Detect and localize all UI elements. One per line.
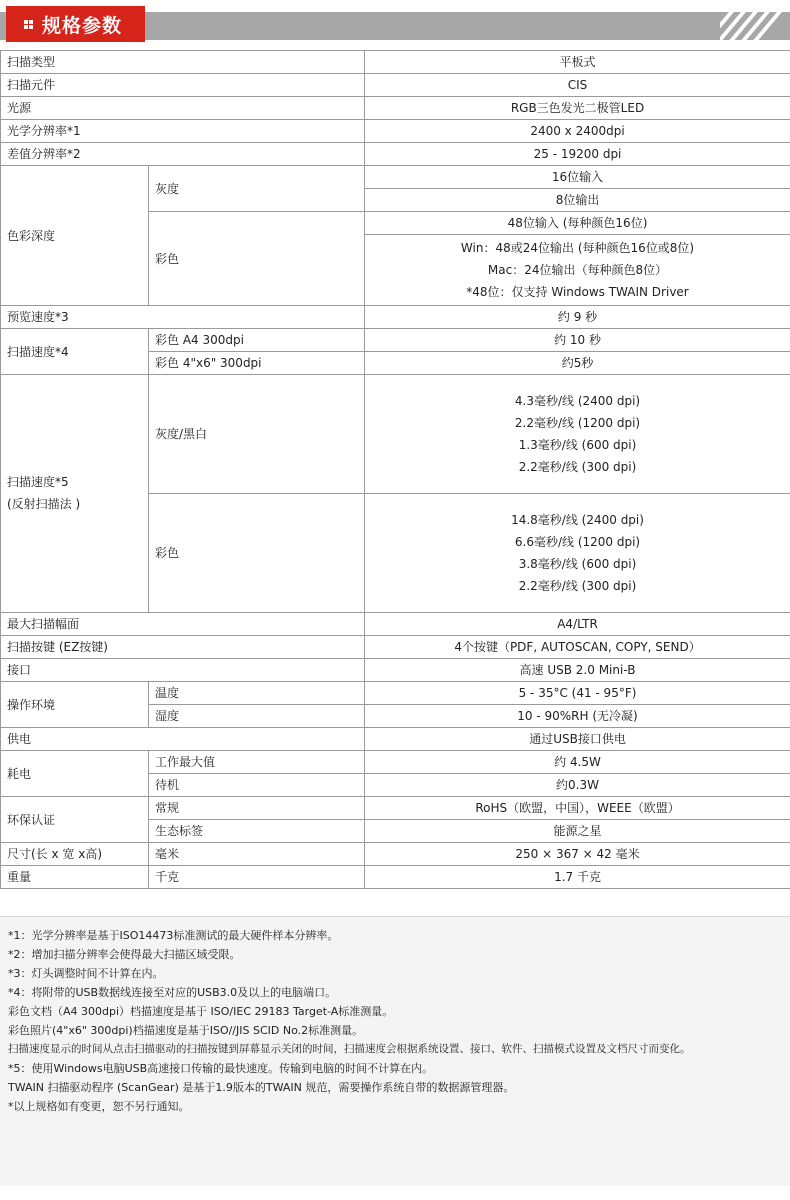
spec-sublabel: 生态标签 bbox=[149, 820, 365, 843]
table-row bbox=[1, 751, 790, 774]
spec-value: 平板式 bbox=[365, 51, 790, 74]
spec-sublabel: 彩色 4"x6" 300dpi bbox=[149, 352, 365, 375]
table-row bbox=[1, 120, 790, 143]
spec-value-line: 4.3毫秒/线 (2400 dpi) bbox=[514, 394, 641, 408]
footnote: TWAIN 扫描驱动程序 (ScanGear) 是基于1.9版本的TWAIN 规范，需要操作系统自带的数据源管理器。 bbox=[8, 1081, 515, 1094]
spec-value-line: 14.8毫秒/线 (2400 dpi) bbox=[511, 513, 644, 527]
spec-label: 操作环境 bbox=[1, 682, 149, 728]
spec-value: 8位输出 bbox=[365, 189, 790, 212]
table-row bbox=[1, 636, 790, 659]
spec-label: 扫描速度*4 bbox=[1, 329, 149, 375]
spec-value: 10 - 90%RH (无冷凝) bbox=[365, 705, 790, 728]
spec-label: 接口 bbox=[1, 659, 365, 682]
spec-value: 1.7 千克 bbox=[365, 866, 790, 889]
spec-sublabel: 湿度 bbox=[149, 705, 365, 728]
spec-value-multiline bbox=[365, 375, 790, 494]
footnote: *5：使用Windows电脑USB高速接口传输的最快速度。传输到电脑的时间不计算在内。 bbox=[8, 1062, 434, 1075]
spec-value: A4/LTR bbox=[365, 613, 790, 636]
spec-value: 2400 x 2400dpi bbox=[365, 120, 790, 143]
table-row bbox=[1, 375, 790, 494]
spec-sublabel: 千克 bbox=[149, 866, 365, 889]
spec-sublabel: 毫米 bbox=[149, 843, 365, 866]
footnote: *3：灯头调整时间不计算在内。 bbox=[8, 967, 164, 980]
spec-label: 供电 bbox=[1, 728, 365, 751]
spec-label: 尺寸(长 x 宽 x高) bbox=[1, 843, 149, 866]
spec-value-multiline bbox=[365, 494, 790, 613]
spec-sublabel: 彩色 bbox=[149, 494, 365, 613]
table-row bbox=[1, 659, 790, 682]
spec-value: RGB三色发光二极管LED bbox=[365, 97, 790, 120]
footnote: 扫描速度显示的时间从点击扫描驱动的扫描按键到屏幕显示关闭的时间，扫描速度会根据系统设置、接口、软件、扫描模式设置及文档尺寸而变化。 bbox=[8, 1043, 691, 1055]
spec-value: 约0.3W bbox=[365, 774, 790, 797]
footnote: 彩色文档（A4 300dpi）档描速度是基于 ISO/IEC 29183 Target-A标准测量。 bbox=[8, 1005, 394, 1018]
table-row bbox=[1, 143, 790, 166]
footnote: *4：将附带的USB数据线连接至对应的USB3.0及以上的电脑端口。 bbox=[8, 986, 337, 999]
spec-label: 差值分辨率*2 bbox=[1, 143, 365, 166]
table-row bbox=[1, 166, 790, 189]
table-row bbox=[1, 613, 790, 636]
table-row bbox=[1, 797, 790, 820]
spec-value: 约 4.5W bbox=[365, 751, 790, 774]
spec-value: 5 - 35°C (41 - 95°F) bbox=[365, 682, 790, 705]
spec-label: 光源 bbox=[1, 97, 365, 120]
spec-value: 48位输入 (每种颜色16位) bbox=[365, 212, 790, 235]
spec-value: 能源之星 bbox=[365, 820, 790, 843]
header-stripes-decoration bbox=[720, 12, 790, 40]
header-title-block bbox=[6, 6, 145, 42]
table-row bbox=[1, 329, 790, 352]
spec-label: 光学分辨率*1 bbox=[1, 120, 365, 143]
spec-value-line: 6.6毫秒/线 (1200 dpi) bbox=[514, 535, 641, 549]
spec-sublabel: 彩色 bbox=[149, 212, 365, 306]
spec-label: 扫描元件 bbox=[1, 74, 365, 97]
spec-sublabel: 彩色 A4 300dpi bbox=[149, 329, 365, 352]
footnote: *1：光学分辨率是基于ISO14473标准测试的最大硬件样本分辨率。 bbox=[8, 929, 339, 942]
table-row bbox=[1, 866, 790, 889]
spec-value: 16位输入 bbox=[365, 166, 790, 189]
table-row bbox=[1, 51, 790, 74]
spec-value: 约5秒 bbox=[365, 352, 790, 375]
spec-value-line: Win：48或24位输出 (每种颜色16位或8位) bbox=[460, 241, 695, 255]
spec-label: 最大扫描幅面 bbox=[1, 613, 365, 636]
grid-dots-icon bbox=[24, 20, 33, 29]
table-row bbox=[1, 728, 790, 751]
spec-value: 约 10 秒 bbox=[365, 329, 790, 352]
spec-label bbox=[1, 375, 149, 613]
spec-label: 预览速度*3 bbox=[1, 306, 365, 329]
spec-value-line: 3.8毫秒/线 (600 dpi) bbox=[518, 557, 637, 571]
spec-value-line: 2.2毫秒/线 (1200 dpi) bbox=[514, 416, 641, 430]
table-row bbox=[1, 306, 790, 329]
spec-sublabel: 温度 bbox=[149, 682, 365, 705]
footnote: *以上规格如有变更，恕不另行通知。 bbox=[8, 1100, 190, 1113]
spec-table bbox=[0, 50, 790, 889]
spec-label: 耗电 bbox=[1, 751, 149, 797]
table-row bbox=[1, 682, 790, 705]
spec-value: 4个按键（PDF, AUTOSCAN, COPY, SEND） bbox=[365, 636, 790, 659]
spec-value: 25 - 19200 dpi bbox=[365, 143, 790, 166]
spec-value-line: 2.2毫秒/线 (300 dpi) bbox=[518, 579, 637, 593]
table-row bbox=[1, 97, 790, 120]
spec-label-line: 扫描速度*5 bbox=[7, 475, 69, 489]
spec-sublabel: 常规 bbox=[149, 797, 365, 820]
spec-value-line: 1.3毫秒/线 (600 dpi) bbox=[518, 438, 637, 452]
spec-sublabel: 待机 bbox=[149, 774, 365, 797]
spec-value-line: *48位：仅支持 Windows TWAIN Driver bbox=[466, 285, 689, 299]
spec-label: 环保认证 bbox=[1, 797, 149, 843]
spec-label: 色彩深度 bbox=[1, 166, 149, 306]
spec-value-line: 2.2毫秒/线 (300 dpi) bbox=[518, 460, 637, 474]
footnote: 彩色照片(4"x6" 300dpi)档描速度是基于ISO//JIS SCID No.2标准测量。 bbox=[8, 1024, 364, 1037]
spec-value: 高速 USB 2.0 Mini-B bbox=[365, 659, 790, 682]
spec-label: 扫描按键 (EZ按键) bbox=[1, 636, 365, 659]
section-header bbox=[0, 0, 790, 46]
spec-value: 250 × 367 × 42 毫米 bbox=[365, 843, 790, 866]
spec-value: RoHS（欧盟，中国），WEEE（欧盟） bbox=[365, 797, 790, 820]
footnote: *2：增加扫描分辨率会使得最大扫描区域受限。 bbox=[8, 948, 241, 961]
spec-sublabel: 灰度 bbox=[149, 166, 365, 212]
spec-value-line: Mac：24位输出（每种颜色8位） bbox=[487, 263, 668, 277]
table-row bbox=[1, 843, 790, 866]
table-row bbox=[1, 74, 790, 97]
spec-label: 重量 bbox=[1, 866, 149, 889]
spec-value: 通过USB接口供电 bbox=[365, 728, 790, 751]
spec-value: CIS bbox=[365, 74, 790, 97]
spec-label-line: (反射扫描法 ) bbox=[7, 497, 81, 511]
spec-value: 约 9 秒 bbox=[365, 306, 790, 329]
page-title: 规格参数 bbox=[42, 14, 123, 37]
footnotes bbox=[0, 916, 790, 1186]
spec-sublabel: 工作最大值 bbox=[149, 751, 365, 774]
spec-sublabel: 灰度/黑白 bbox=[149, 375, 365, 494]
spec-label: 扫描类型 bbox=[1, 51, 365, 74]
spec-value-multiline bbox=[365, 235, 790, 306]
